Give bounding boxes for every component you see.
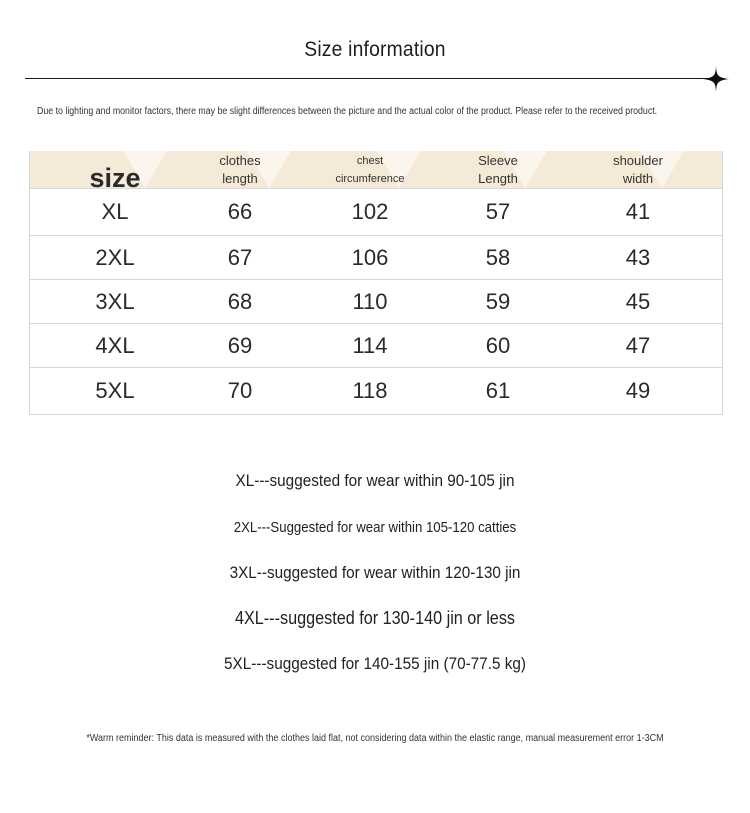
title-divider	[25, 78, 715, 79]
header-shoulder-line1: shoulder	[613, 152, 663, 168]
suggestion-4xl: 4XL---suggested for 130-140 jin or less	[234, 608, 516, 628]
clothes-length-cell: 68	[227, 288, 253, 314]
header-sleeve-length	[460, 151, 536, 188]
clothes-length-cell: 67	[227, 244, 253, 270]
four-point-star-icon	[703, 66, 729, 92]
header-chest-line2: circumference	[335, 172, 405, 185]
sleeve-cell: 59	[485, 288, 511, 314]
chest-cell: 118	[352, 378, 388, 403]
chest-cell: 110	[352, 288, 388, 314]
clothes-length-cell: 69	[227, 332, 253, 358]
header-sleeve-line1: Sleeve	[478, 152, 518, 168]
header-size: size	[89, 162, 141, 193]
warm-reminder: *Warm reminder: This data is measured with the clothes laid flat, not considering data within the elastic range, manual measurement error 1-3CM	[86, 733, 664, 744]
suggestion-2xl: 2XL---Suggested for wear within 105-120 catties	[233, 519, 517, 536]
sleeve-cell: 58	[485, 244, 511, 270]
suggestion-xl: XL---suggested for wear within 90-105 jin	[235, 471, 515, 490]
shoulder-cell: 43	[625, 244, 651, 270]
size-table	[29, 151, 723, 415]
header-clothes-length-line2: length	[222, 170, 258, 186]
size-cell: 5XL	[95, 378, 135, 403]
header-chest-line1: chest	[356, 154, 384, 167]
chest-cell: 106	[351, 244, 389, 270]
clothes-length-cell: 70	[227, 378, 253, 403]
table-row	[30, 367, 722, 414]
table-row	[30, 188, 722, 235]
table-row	[30, 323, 722, 367]
size-cell: 4XL	[95, 332, 135, 358]
sleeve-cell: 57	[485, 199, 511, 224]
header-shoulder-width	[598, 151, 678, 188]
size-cell: XL	[101, 199, 129, 224]
header-shoulder-line2: width	[622, 170, 654, 186]
chest-cell: 114	[352, 332, 388, 358]
shoulder-cell: 41	[625, 199, 651, 224]
sleeve-cell: 61	[485, 378, 511, 403]
shoulder-cell: 45	[625, 288, 651, 314]
size-cell: 2XL	[95, 244, 135, 270]
chest-cell: 102	[351, 199, 389, 224]
header-chest-circumference	[320, 151, 420, 188]
suggestion-5xl: 5XL---suggested for 140-155 jin (70-77.5 kg)	[224, 654, 526, 673]
shoulder-cell: 47	[625, 332, 651, 358]
size-table-header	[30, 151, 722, 193]
shoulder-cell: 49	[625, 378, 651, 403]
header-clothes-length-line1: clothes	[219, 152, 261, 168]
size-cell: 3XL	[95, 288, 135, 314]
suggestion-3xl: 3XL--suggested for wear within 120-130 jin	[229, 563, 521, 582]
table-row	[30, 279, 722, 323]
sleeve-cell: 60	[485, 332, 511, 358]
table-row	[30, 235, 722, 279]
header-sleeve-line2: Length	[478, 170, 518, 186]
color-disclaimer: Due to lighting and monitor factors, there may be slight differences between the picture and the actual color of the product. Please refer to the received product.	[37, 106, 658, 117]
header-clothes-length	[200, 151, 280, 188]
page-title: Size information	[304, 38, 446, 61]
clothes-length-cell: 66	[227, 199, 253, 224]
